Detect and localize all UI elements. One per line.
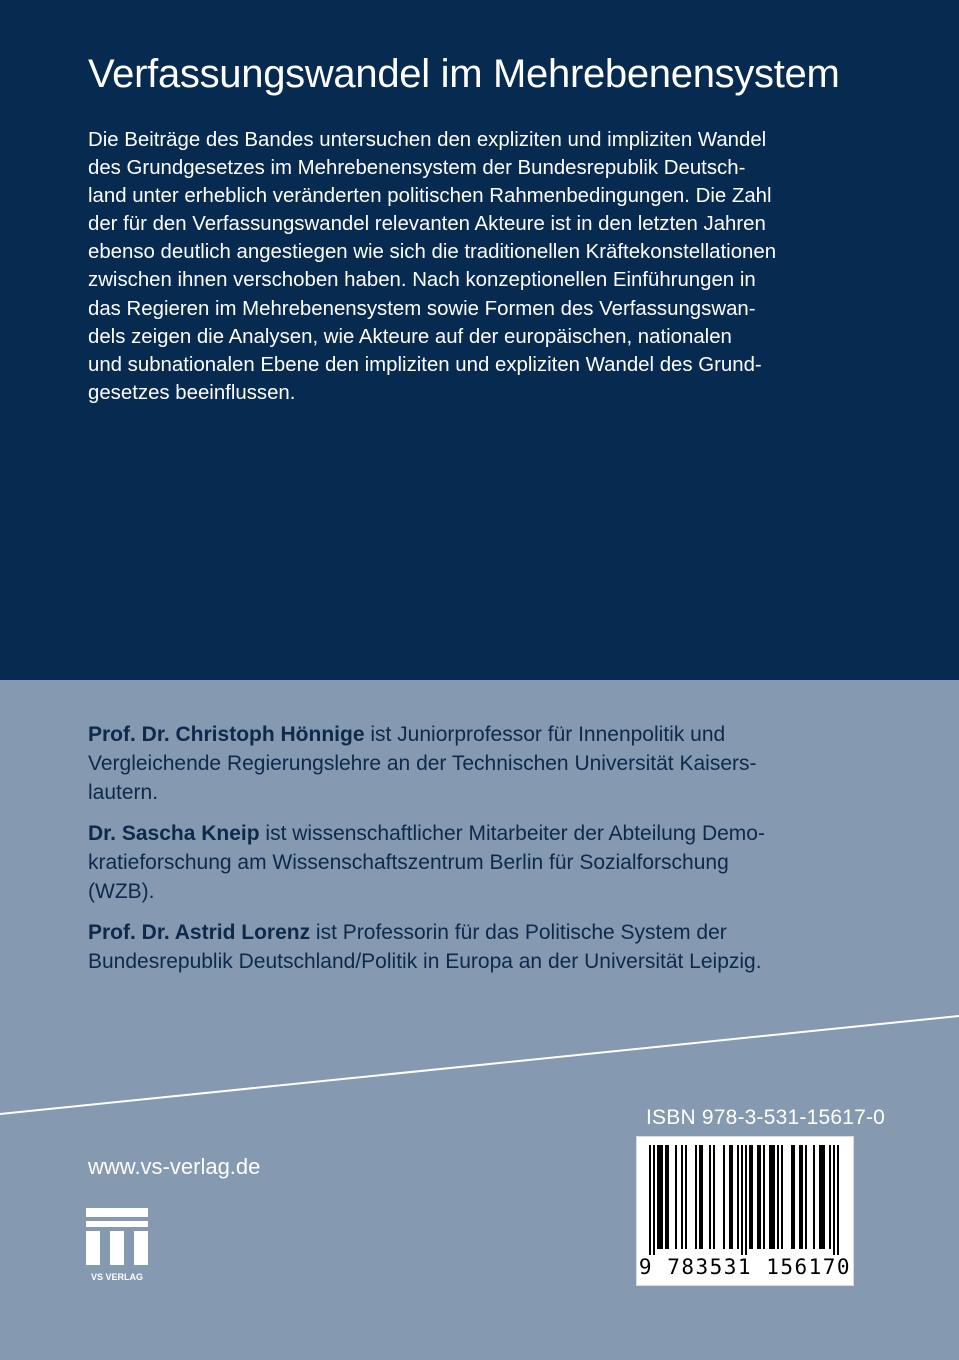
- barcode-bar: [757, 1145, 759, 1249]
- barcode-bar: [769, 1145, 771, 1249]
- barcode-digits: 9 783531 156170: [638, 1255, 852, 1279]
- barcode-bar: [777, 1145, 779, 1249]
- barcode-bar: [763, 1145, 765, 1249]
- barcode-bar: [837, 1145, 839, 1255]
- barcode-bar: [659, 1145, 661, 1249]
- barcode-bar: [701, 1145, 703, 1249]
- barcode-bar: [759, 1145, 761, 1249]
- barcode-bar: [819, 1145, 821, 1249]
- logo-wordmark: VS VERLAG: [90, 1272, 144, 1282]
- barcode-bar: [793, 1145, 795, 1249]
- blurb-line: der für den Verfassungswandel relevanten Akteure ist in den letzten Jahren: [88, 213, 766, 236]
- bio-text: ist Professorin für das Politische System der: [310, 921, 727, 944]
- blurb-line: Die Beiträge des Bandes untersuchen den expliziten und impliziten Wandel: [88, 129, 767, 151]
- barcode-bar: [751, 1145, 753, 1249]
- barcode-bar: [833, 1145, 835, 1255]
- bio-first-line: [88, 918, 868, 947]
- bio-line: Bundesrepublik Deutschland/Politik in Europa an der Universität Leipzig.: [88, 950, 762, 973]
- barcode-bar: [661, 1145, 663, 1249]
- barcode-bar: [737, 1145, 739, 1249]
- bio-first-line: [88, 819, 868, 848]
- author-bio-hoennige: [88, 720, 868, 807]
- barcode-bar: [699, 1145, 701, 1249]
- author-name: Prof. Dr. Astrid Lorenz: [88, 921, 311, 944]
- bio-line: Vergleichende Regierungslehre an der Technischen Universität Kaisers-: [88, 752, 757, 775]
- barcode-bar: [801, 1145, 803, 1249]
- blurb-line: und subnationalen Ebene den impliziten und expliziten Wandel des Grund-: [88, 353, 762, 376]
- blurb-line: dels zeigen die Analysen, wie Akteure auf der europäischen, nationalen: [88, 325, 732, 348]
- author-bios: [88, 720, 868, 988]
- bio-line: lautern.: [88, 781, 159, 804]
- isbn-number: ISBN 978-3-531-15617-0: [646, 1106, 886, 1129]
- bio-line: kratieforschung am Wissenschaftszentrum Berlin für Sozialforschung: [88, 851, 729, 874]
- barcode-bar: [799, 1145, 801, 1249]
- author-name: Prof. Dr. Christoph Hönnige: [88, 723, 365, 746]
- barcode-bar: [695, 1145, 697, 1249]
- book-title: Verfassungswandel im Mehrebenensystem: [88, 52, 840, 96]
- barcode: [636, 1136, 854, 1286]
- barcode-bar: [713, 1145, 715, 1249]
- bio-text: ist Juniorprofessor für Innenpolitik und: [364, 723, 726, 746]
- bio-line: (WZB).: [88, 880, 155, 903]
- barcode-bar: [773, 1145, 775, 1249]
- barcode-bar: [813, 1145, 815, 1249]
- barcode-bar: [653, 1145, 655, 1255]
- blurb-line: das Regieren im Mehrebenensystem sowie Formen des Verfassungswan-: [88, 297, 756, 320]
- barcode-bar: [771, 1145, 773, 1249]
- barcode-bar: [709, 1145, 711, 1249]
- barcode-bar: [731, 1145, 733, 1249]
- barcode-bar: [657, 1145, 659, 1249]
- blurb-line: land unter erheblich veränderten politischen Rahmenbedingungen. Die Zahl: [88, 185, 772, 208]
- barcode-bar: [829, 1145, 831, 1249]
- barcode-bars: [637, 1137, 853, 1255]
- author-name: Dr. Sascha Kneip: [88, 822, 260, 845]
- author-bio-lorenz: [88, 918, 868, 976]
- blurb-text: [88, 126, 848, 407]
- barcode-bar: [781, 1145, 783, 1249]
- blurb-line: des Grundgesetzes im Mehrebenensystem der Bundesrepublik Deutsch-: [88, 157, 746, 180]
- blurb-line: gesetzes beeinflussen.: [88, 381, 296, 404]
- barcode-bar: [681, 1145, 683, 1249]
- bio-text: ist wissenschaftlicher Mitarbeiter der Abteilung Demo-: [259, 822, 765, 845]
- publisher-website[interactable]: www.vs-verlag.de: [88, 1154, 261, 1179]
- barcode-bar: [723, 1145, 725, 1249]
- barcode-bar: [675, 1145, 677, 1249]
- blurb-line: zwischen ihnen verschoben haben. Nach konzeptionellen Einführungen in: [88, 269, 756, 292]
- vs-verlag-logo: [86, 1208, 152, 1284]
- barcode-bar: [805, 1145, 807, 1249]
- barcode-bar: [667, 1145, 669, 1249]
- barcode-bar: [745, 1145, 747, 1255]
- barcode-bar: [665, 1145, 667, 1249]
- barcode-bar: [791, 1145, 793, 1249]
- barcode-bar: [649, 1145, 651, 1255]
- barcode-bar: [741, 1145, 743, 1255]
- author-bio-kneip: [88, 819, 868, 906]
- barcode-bar: [823, 1145, 825, 1249]
- barcode-bar: [685, 1145, 687, 1249]
- bio-first-line: [88, 720, 868, 749]
- barcode-bar: [729, 1145, 731, 1249]
- barcode-bar: [749, 1145, 751, 1249]
- barcode-bar: [821, 1145, 823, 1249]
- blurb-line: ebenso deutlich angestiegen wie sich die traditionellen Kräftekonstellationen: [88, 241, 777, 264]
